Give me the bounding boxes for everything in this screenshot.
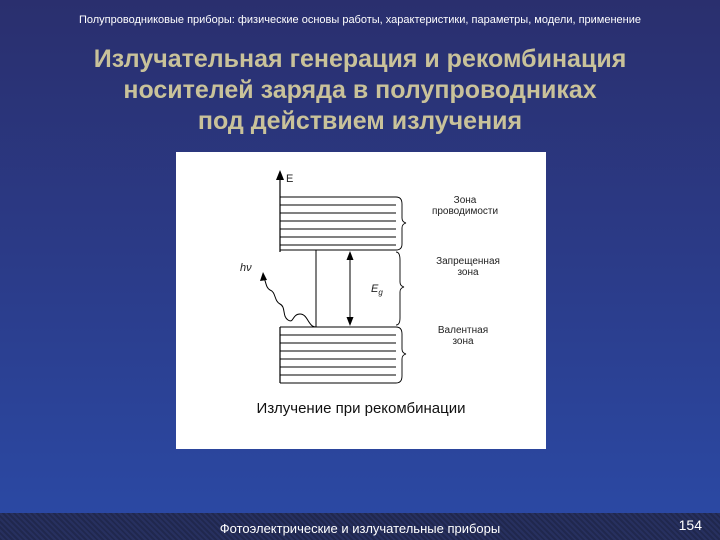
band-diagram (176, 152, 546, 449)
energy-axis-label: E (286, 173, 294, 185)
footer-text: Фотоэлектрические и излучательные приборы (219, 521, 501, 536)
valence-band-label-line-2: зона (452, 336, 474, 347)
gap-energy-subscript: g (378, 288, 383, 298)
gap-energy-label (371, 283, 383, 297)
title-line-1: Излучательная генерация и рекомбинация (93, 45, 627, 73)
valence-band-lines (280, 327, 396, 383)
band-gap-brace (396, 252, 404, 325)
conduction-band-lines (280, 197, 396, 250)
slide-title (0, 44, 720, 137)
conduction-band-label-line-1: Зона (453, 195, 477, 206)
conduction-band-label-line-2: проводимости (431, 206, 499, 217)
conduction-band-label (402, 195, 528, 217)
energy-axis-arrow-icon (276, 170, 284, 180)
diagram-caption: Излучение при рекомбинации (256, 400, 466, 417)
title-line-3: под действием излучения (197, 107, 523, 135)
band-gap-label (408, 256, 528, 278)
title-line-2: носителей заряда в полупроводниках (123, 76, 597, 104)
page-number: 154 (678, 517, 702, 533)
band-gap-label-line-1: Запрещенная (436, 256, 500, 267)
photon-arrow-icon (260, 272, 267, 281)
gap-arrow-down-icon (347, 317, 354, 326)
gap-energy-symbol: E (371, 283, 379, 295)
valence-band-label (398, 325, 528, 347)
photon-label: hν (240, 262, 252, 274)
photon-path (264, 278, 316, 327)
slide-header: Полупроводниковые приборы: физические основы работы, характеристики, параметры, модели, применение (78, 14, 642, 26)
valence-band-label-line-1: Валентная (437, 325, 489, 336)
gap-arrow-up-icon (347, 251, 354, 260)
band-gap-label-line-2: зона (457, 267, 479, 278)
